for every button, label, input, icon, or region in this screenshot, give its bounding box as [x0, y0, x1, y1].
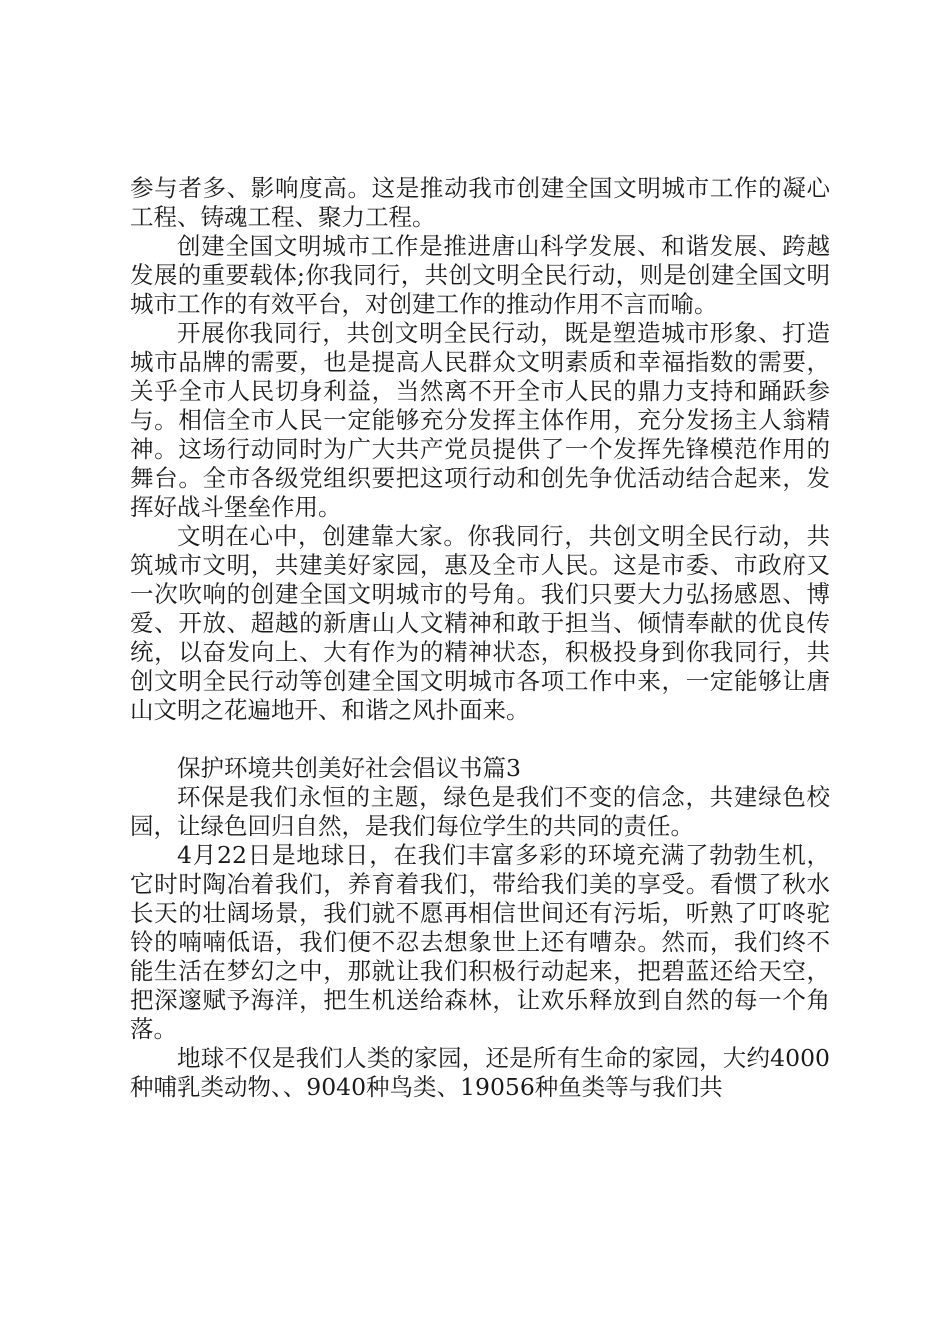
paragraph-3: 开展你我同行，共创文明全民行动，既是塑造城市形象、打造城市品牌的需要，也是提高人民群众文明素质和幸福指数的需要，关乎全市人民切身利益，当然离不开全市人民的鼎力支持和踊跃参与。相信全市人民一定能够充分发挥主体作用，充分发扬主人翁精神。这场行动同时为广大共产党员提供了一个发挥先锋模范作用的舞台。全市各级党组织要把这项行动和创先争优活动结合起来，发挥好战斗堡垒作用。 — [130, 319, 830, 521]
paragraph-6: 4月22日是地球日，在我们丰富多彩的环境充满了勃勃生机，它时时陶冶着我们，养育着我们，带给我们美的享受。看惯了秋水长天的壮阔场景，我们就不愿再相信世间还有污垢，听熟了叮咚驼铃的喃喃低语，我们便不忍去想象世上还有嘈杂。然而，我们终不能生活在梦幻之中，那就让我们积极行动起来，把碧蓝还给天空，把深邃赋予海洋，把生机送给森林，让欢乐释放到自然的每一个角落。 — [130, 841, 830, 1043]
document-body — [130, 174, 830, 1102]
section-heading: 保护环境共创美好社会倡议书篇3 — [177, 754, 521, 782]
paragraph-5: 环保是我们永恒的主题，绿色是我们不变的信念，共建绿色校园，让绿色回归自然，是我们每位学生的共同的责任。 — [130, 783, 830, 840]
paragraph-7: 地球不仅是我们人类的家园，还是所有生命的家园，大约4000种哺乳类动物、、9040种鸟类、19056种鱼类等与我们共 — [130, 1044, 830, 1101]
paragraph-1: 参与者多、影响度高。这是推动我市创建全国文明城市工作的凝心工程、铸魂工程、聚力工程。 — [130, 174, 830, 231]
paragraph-4: 文明在心中，创建靠大家。你我同行，共创文明全民行动，共筑城市文明，共建美好家园，惠及全市人民。这是市委、市政府又一次吹响的创建全国文明城市的号角。我们只要大力弘扬感恩、博爱、开放、超越的新唐山人文精神和敢于担当、倾情奉献的优良传统，以奋发向上、大有作为的精神状态，积极投身到你我同行，共创文明全民行动等创建全国文明城市各项工作中来，一定能够让唐山文明之花遍地开、和谐之风扑面来。 — [130, 522, 830, 724]
paragraph-2: 创建全国文明城市工作是推进唐山科学发展、和谐发展、跨越发展的重要载体;你我同行，共创文明全民行动，则是创建全国文明城市工作的有效平台，对创建工作的推动作用不言而喻。 — [130, 232, 830, 318]
